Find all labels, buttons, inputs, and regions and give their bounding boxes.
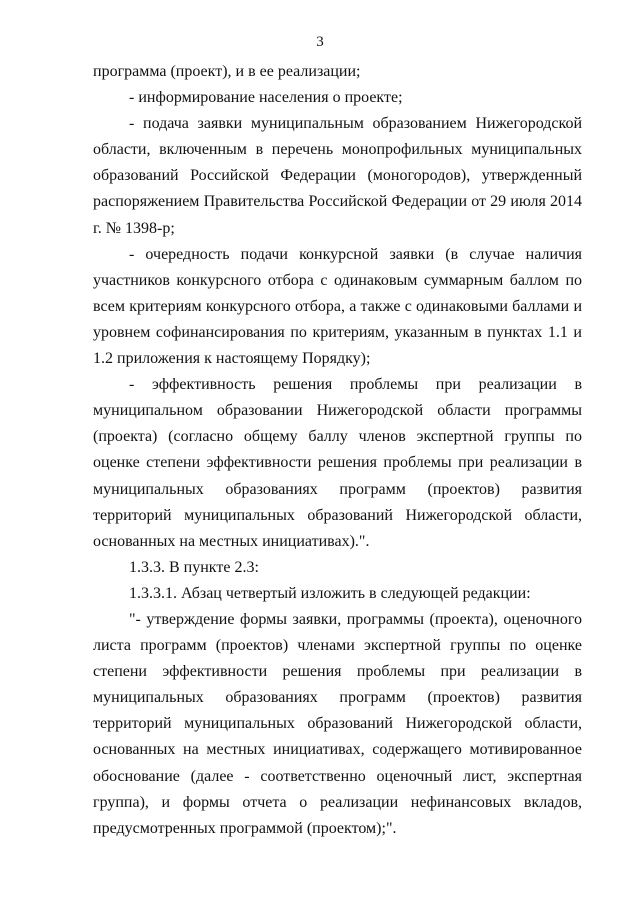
clause-1-3-3: 1.3.3. В пункте 2.3: [129, 558, 259, 576]
quoted-new-text: "- утверждение формы заявки, программы (проекта), оценочного листа программ (проектов) членами экспертной группы по оценке степени эффективности решения проблемы при реализации в муниципальных образованиях программ (проектов) развития территорий муниципальных образований Нижегородской области, основанных на местных инициативах, содержащего мотивированное обоснование (далее - соответственно оценочный лист, экспертная группа), и формы отчета о реализации нефинансовых вкладов, предусмотренных программой (проектом);". [93, 610, 582, 837]
list-item-application-submission: - подача заявки муниципальным образованием Нижегородской области, включенным в перечень монопрофильных муниципальных образований Российской Федерации (моногородов), утвержденный распоряжением Правительства Российской Федерации от 29 июля 2014 г. № 1398-р; [93, 115, 582, 237]
document-body [93, 59, 582, 842]
list-item-informing-population: - информирование населения о проекте; [129, 89, 403, 107]
paragraph-continuation: программа (проект), и в ее реализации; [93, 63, 361, 80]
list-item-submission-order: - очередность подачи конкурсной заявки (в случае наличия участников конкурсного отбора с одинаковым суммарным баллом по всем критериям конкурсного отбора, а также с одинаковыми баллами и уровнем софинансирования по критериям, указанным в пунктах 1.1 и 1.2 приложения к настоящему Порядку); [93, 245, 582, 368]
list-item-effectiveness: - эффективность решения проблемы при реализации в муниципальном образовании Нижегородской области программы (проекта) (согласно общему баллу членов экспертной группы по оценке степени эффективности решения проблемы при реализации в муниципальных образованиях программ (проектов) развития территорий муниципальных образований Нижегородской области, основанных на местных инициативах).". [93, 376, 582, 550]
clause-1-3-3-1: 1.3.3.1. Абзац четвертый изложить в следующей редакции: [129, 584, 531, 602]
page-number: 3 [316, 34, 324, 50]
